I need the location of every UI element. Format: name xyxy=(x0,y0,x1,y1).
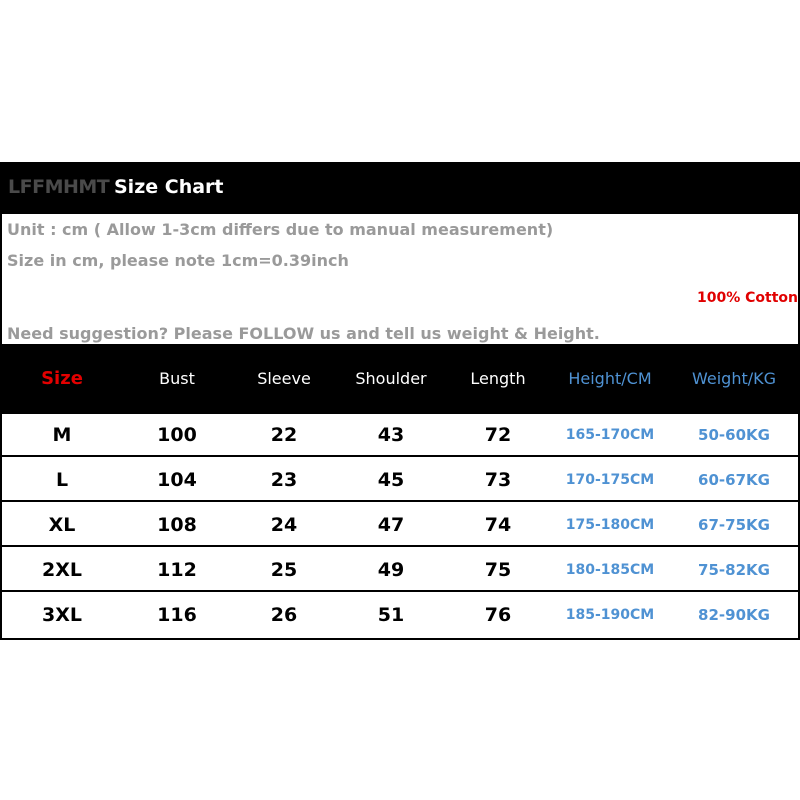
size-cell: L xyxy=(55,469,69,491)
title-bar xyxy=(2,162,798,214)
table-row xyxy=(2,504,798,547)
size-cell: 3XL xyxy=(42,604,82,626)
table-row xyxy=(2,414,798,457)
sleeve-cell: 26 xyxy=(270,604,298,626)
shoulder-cell: 45 xyxy=(377,469,405,491)
column-header-height: Height/CM xyxy=(568,369,652,388)
height-cell: 185-190CM xyxy=(565,607,655,623)
size-cell: 2XL xyxy=(42,559,82,581)
shoulder-cell: 43 xyxy=(377,424,405,446)
table-row xyxy=(2,549,798,592)
size-cell: M xyxy=(52,424,72,446)
weight-cell: 60-67KG xyxy=(698,471,770,489)
height-cell: 165-170CM xyxy=(565,427,655,443)
size-cell: XL xyxy=(48,514,76,536)
size-chart xyxy=(0,162,800,640)
length-cell: 74 xyxy=(484,514,512,536)
bust-cell: 100 xyxy=(157,424,197,446)
sleeve-cell: 24 xyxy=(270,514,298,536)
sleeve-cell: 22 xyxy=(270,424,298,446)
column-header-sleeve: Sleeve xyxy=(257,369,311,388)
weight-cell: 82-90KG xyxy=(698,606,770,624)
column-header-bust: Bust xyxy=(159,369,195,388)
weight-cell: 67-75KG xyxy=(698,516,770,534)
table-row xyxy=(2,459,798,502)
length-cell: 75 xyxy=(484,559,512,581)
length-cell: 72 xyxy=(484,424,512,446)
info-area xyxy=(2,214,798,344)
bust-cell: 108 xyxy=(157,514,197,536)
weight-cell: 75-82KG xyxy=(698,561,770,579)
table-header-row xyxy=(2,344,798,414)
column-header-shoulder: Shoulder xyxy=(355,369,427,388)
chart-title: Size Chart xyxy=(114,176,224,198)
shoulder-cell: 49 xyxy=(377,559,405,581)
column-header-size: Size xyxy=(41,368,83,389)
column-header-length: Length xyxy=(470,369,526,388)
table-row xyxy=(2,594,798,637)
conversion-note: Size in cm, please note 1cm=0.39inch xyxy=(7,251,349,270)
length-cell: 76 xyxy=(484,604,512,626)
suggestion-note: Need suggestion? Please FOLLOW us and tell us weight & Height. xyxy=(7,324,600,343)
bust-cell: 104 xyxy=(157,469,197,491)
shoulder-cell: 47 xyxy=(377,514,405,536)
bust-cell: 112 xyxy=(157,559,197,581)
unit-note: Unit : cm ( Allow 1-3cm differs due to manual measurement) xyxy=(7,220,554,239)
sleeve-cell: 23 xyxy=(270,469,298,491)
height-cell: 170-175CM xyxy=(565,472,655,488)
bust-cell: 116 xyxy=(157,604,197,626)
material-note: 100% Cotton xyxy=(697,290,798,306)
sleeve-cell: 25 xyxy=(270,559,298,581)
brand-name: LFFMHMT xyxy=(8,176,110,198)
column-header-weight: Weight/KG xyxy=(691,369,777,388)
height-cell: 175-180CM xyxy=(565,517,655,533)
height-cell: 180-185CM xyxy=(565,562,655,578)
length-cell: 73 xyxy=(484,469,512,491)
shoulder-cell: 51 xyxy=(377,604,405,626)
weight-cell: 50-60KG xyxy=(698,426,770,444)
